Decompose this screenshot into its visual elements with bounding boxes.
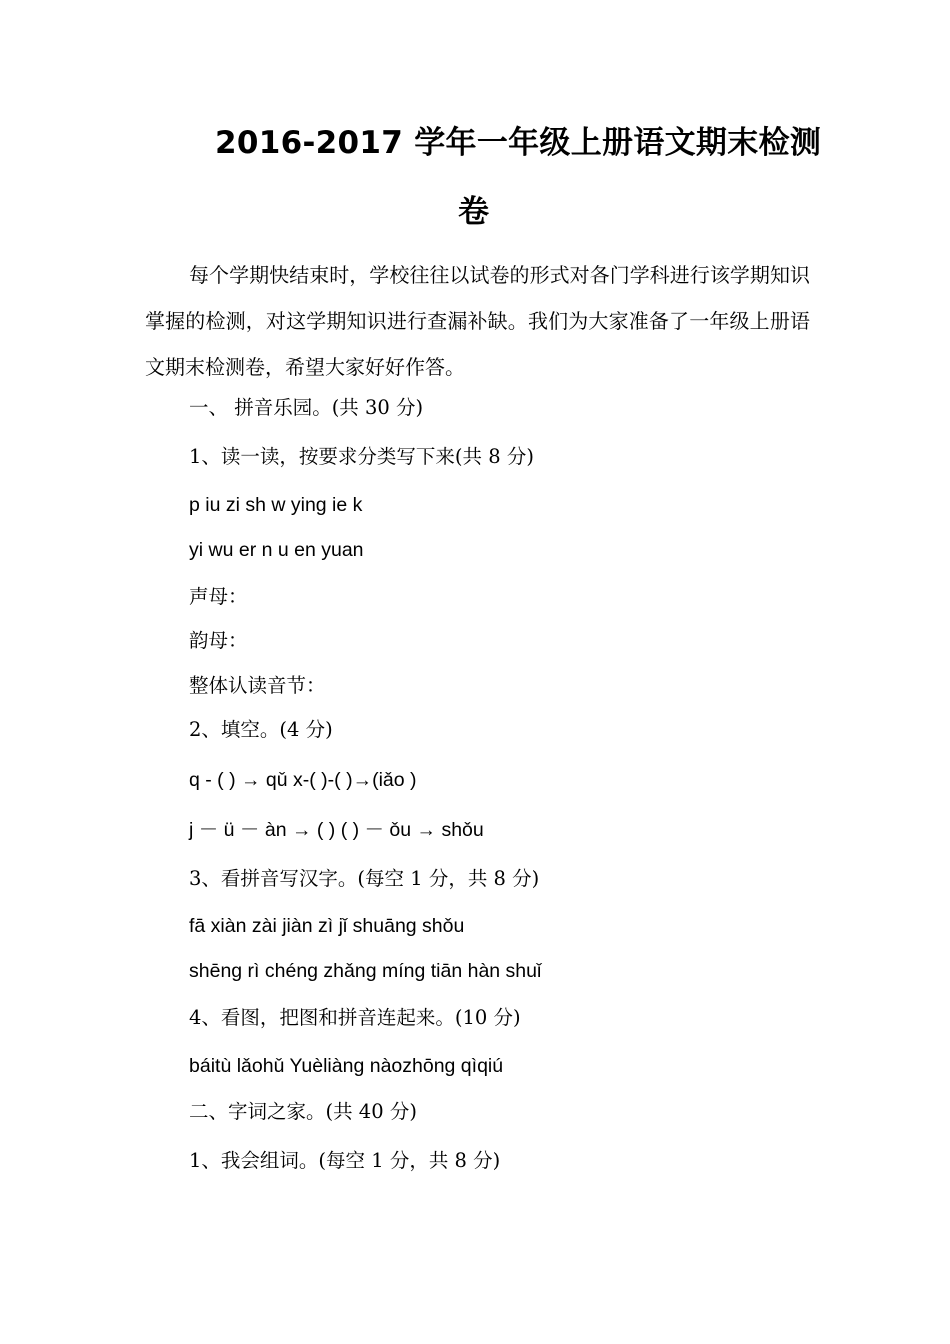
pinyin-line: báitù lǎohǔ Yuèliàng nàozhōng qìqiú xyxy=(189,1055,504,1077)
answer-label-syllables: 整体认读音节： xyxy=(189,674,326,697)
document-title-line-2: 卷 xyxy=(458,194,490,230)
intro-paragraph: 每个学期快结束时，学校往往以试卷的形式对各门学科进行该学期知识掌握的检测，对这学期知识进行查漏补缺。我们为大家准备了一年级上册语文期末检测卷，希望大家好好作答。 xyxy=(145,263,810,379)
question-heading: 3、看拼音写汉字。(每空 1 分，共 8 分) xyxy=(189,867,540,890)
question-heading: 4、看图，把图和拼音连起来。(10 分) xyxy=(189,1006,521,1029)
pinyin-line: fā xiàn zài jiàn zì jǐ shuāng shǒu xyxy=(189,915,465,937)
pinyin-line: yi wu er n u en yuan xyxy=(189,539,364,561)
pinyin-line: p iu zi sh w ying ie k xyxy=(189,494,363,516)
question-heading: 1、我会组词。(每空 1 分，共 8 分) xyxy=(189,1149,501,1172)
section-heading-pinyin: 一、 拼音乐园。(共 30 分) xyxy=(189,396,424,419)
exercise-line: q - ( ) → qǔ x-( )-( )→(iǎo ) xyxy=(189,769,417,791)
answer-label-finals: 韵母： xyxy=(189,629,248,652)
document-title-line-1: 2016-2017 学年一年级上册语文期末检测 xyxy=(215,125,822,161)
question-heading: 2、填空。(4 分) xyxy=(189,718,333,741)
exercise-line: j － ü － àn → ( ) ( ) － ǒu → shǒu xyxy=(189,819,484,841)
question-heading: 1、读一读，按要求分类写下来(共 8 分) xyxy=(189,445,534,468)
section-heading-words: 二、字词之家。(共 40 分) xyxy=(189,1100,417,1123)
answer-label-initials: 声母： xyxy=(189,585,248,608)
pinyin-line: shēng rì chéng zhǎng míng tiān hàn shuǐ xyxy=(189,960,542,982)
